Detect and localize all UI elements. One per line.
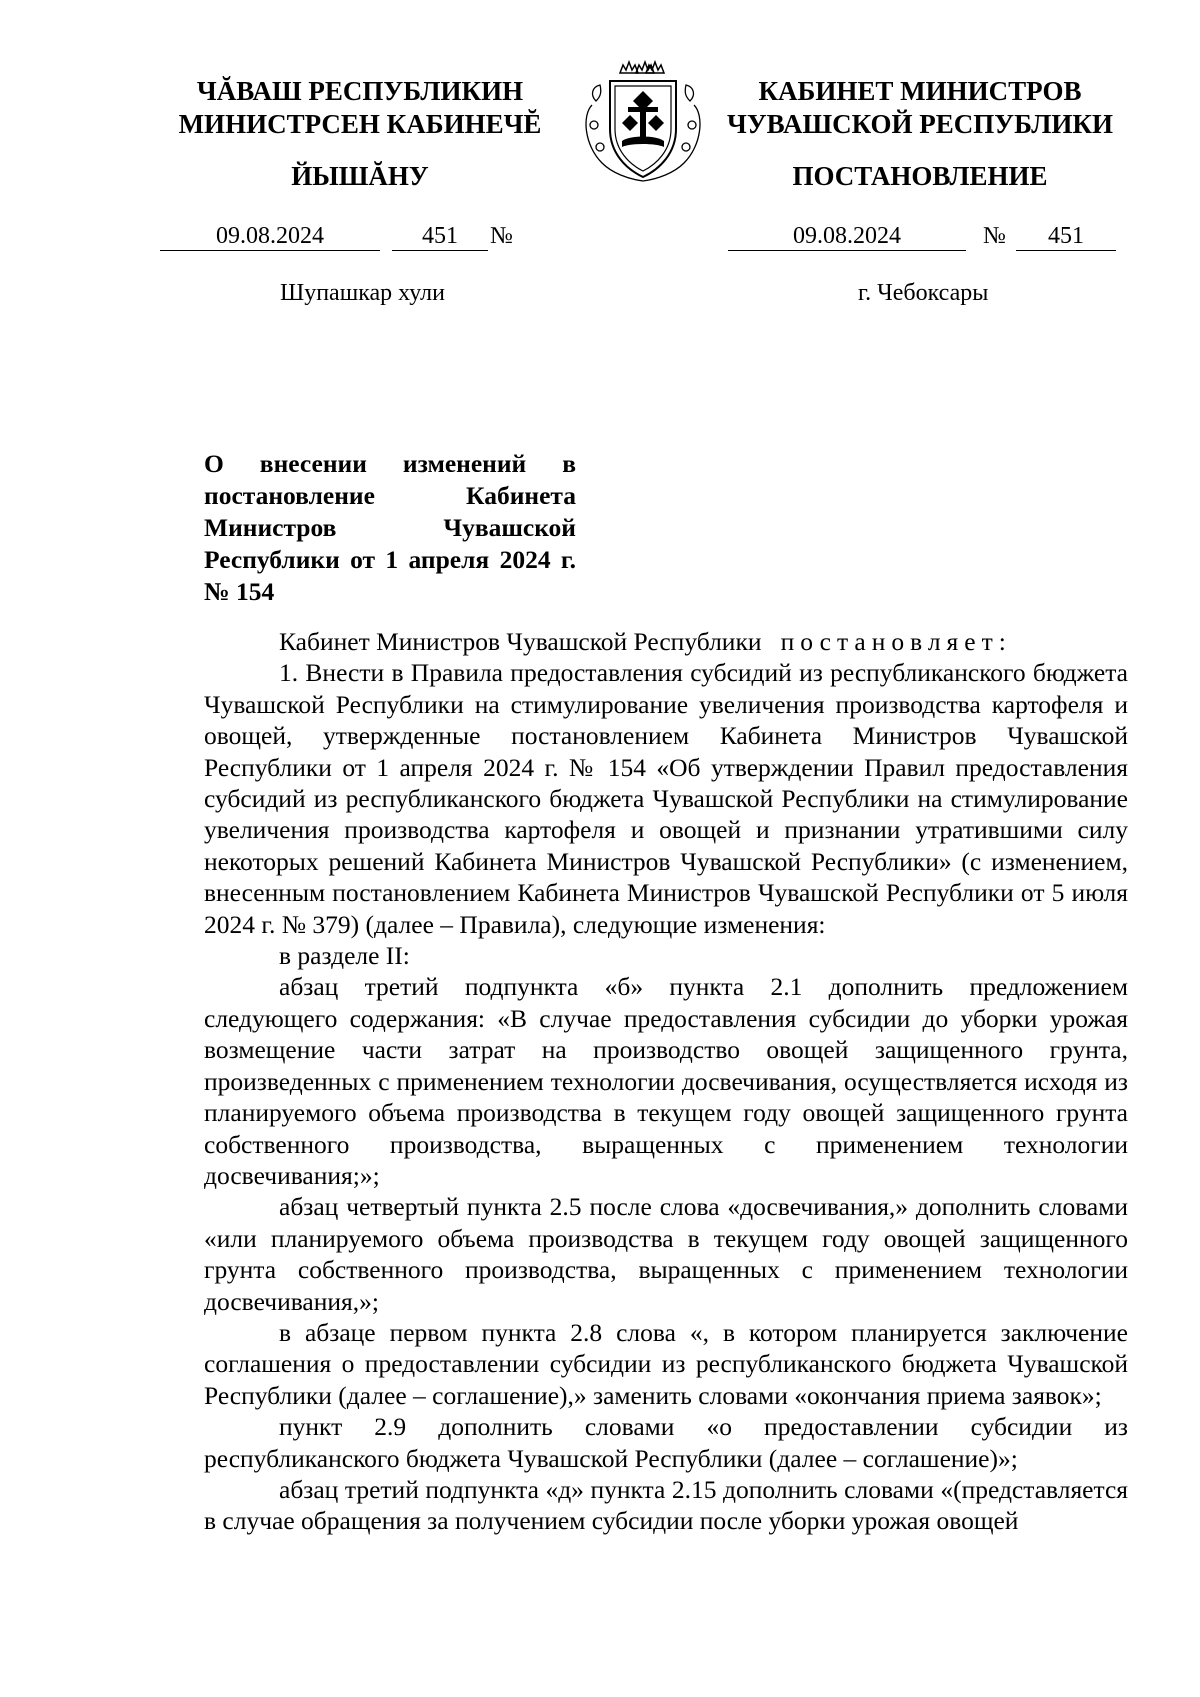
paragraph-5: в абзаце первом пункта 2.8 слова «, в котором планируется заключение соглашения о предоставлении субсидии из республиканского бюджета Чувашской Республики (далее – соглашение),» заменить словами «окончания приема заявок»;	[204, 1317, 1128, 1410]
right-city: г. Чебоксары	[858, 280, 989, 306]
left-city: Шупашкар хули	[280, 280, 445, 306]
left-number-line	[160, 222, 560, 252]
header-left-title	[160, 75, 560, 141]
paragraph-6: пункт 2.9 дополнить словами «о предоставлении субсидии из республиканского бюджета Чувашской Республики (далее – соглашение)»;	[204, 1412, 1128, 1473]
paragraph-1: 1. Внести в Правила предоставления субсидий из республиканского бюджета Чувашской Республики на стимулирование увеличения производства картофеля и овощей, утвержденные постановлением Кабинета Министров Чувашской Республики от 1 апреля 2024 г. № 154 «Об утверждении Правил предоставления субсидий из республиканского бюджета Чувашской Республики на стимулирование увеличения производства картофеля и овощей и признании утратившими силу некоторых решений Кабинета Министров Чувашской Республики» (с изменением, внесенным постановлением Кабинета Министров Чувашской Республики от 5 июля 2024 г. № 379) (далее – Правила), следующие изменения:	[204, 658, 1128, 939]
paragraph-7: абзац третий подпункта «д» пункта 2.15 дополнить словами «(представляется в случае обращения за получением субсидии после уборки урожая овощей	[204, 1474, 1128, 1536]
coat-of-arms-icon	[572, 55, 714, 185]
left-number: 451	[392, 222, 488, 251]
left-number-sign: №	[490, 223, 513, 249]
coat-of-arms-emblem	[572, 55, 714, 185]
paragraph-4: абзац четвертый пункта 2.5 после слова «досвечивания,» дополнить словами «или планируемого объема производства в текущем году овощей защищенного грунта собственного производства, выращенных с применением технологии досвечивания,»;	[204, 1192, 1128, 1316]
paragraph-3: абзац третий подпункта «б» пункта 2.1 дополнить предложением следующего содержания: «В случае предоставления субсидии до уборки урожая возмещение части затрат на производство овощей защищенного грунта, произведенных с применением технологии досвечивания, осуществляется исходя из планируемого объема производства в текущем году овощей защищенного грунта собственного производства, выращенных с применением технологии досвечивания;»;	[204, 972, 1128, 1190]
left-date: 09.08.2024	[160, 222, 380, 251]
intro-prefix: Кабинет Министров Чувашской Республики	[279, 627, 762, 656]
header-left-line1: ЧĂВАШ РЕСПУБЛИКИН	[196, 76, 524, 106]
right-date: 09.08.2024	[728, 222, 966, 251]
paragraph-2: в разделе II:	[279, 941, 410, 971]
intro-action: постановляет:	[780, 627, 1012, 656]
header-right-kind: ПОСТАНОВЛЕНИЕ	[792, 161, 1048, 191]
header-right-title	[720, 75, 1120, 141]
header-right-line1: КАБИНЕТ МИНИСТРОВ	[758, 76, 1082, 106]
header-left-kind: ЙЫШĂНУ	[291, 161, 429, 191]
header-right-line2: ЧУВАШСКОЙ РЕСПУБЛИКИ	[727, 109, 1113, 139]
document-subject: О внесении изменений в постановление Кабинета Министров Чувашской Республики от 1 апреля 2024 г. № 154	[204, 449, 576, 606]
right-number-sign: №	[983, 223, 1006, 249]
right-number-line	[728, 222, 1128, 252]
right-number: 451	[1016, 222, 1116, 251]
document-body	[204, 626, 1128, 1537]
intro-paragraph	[204, 626, 1128, 657]
header-left-line2: МИНИСТРСЕН КАБИНЕЧĔ	[178, 109, 542, 139]
